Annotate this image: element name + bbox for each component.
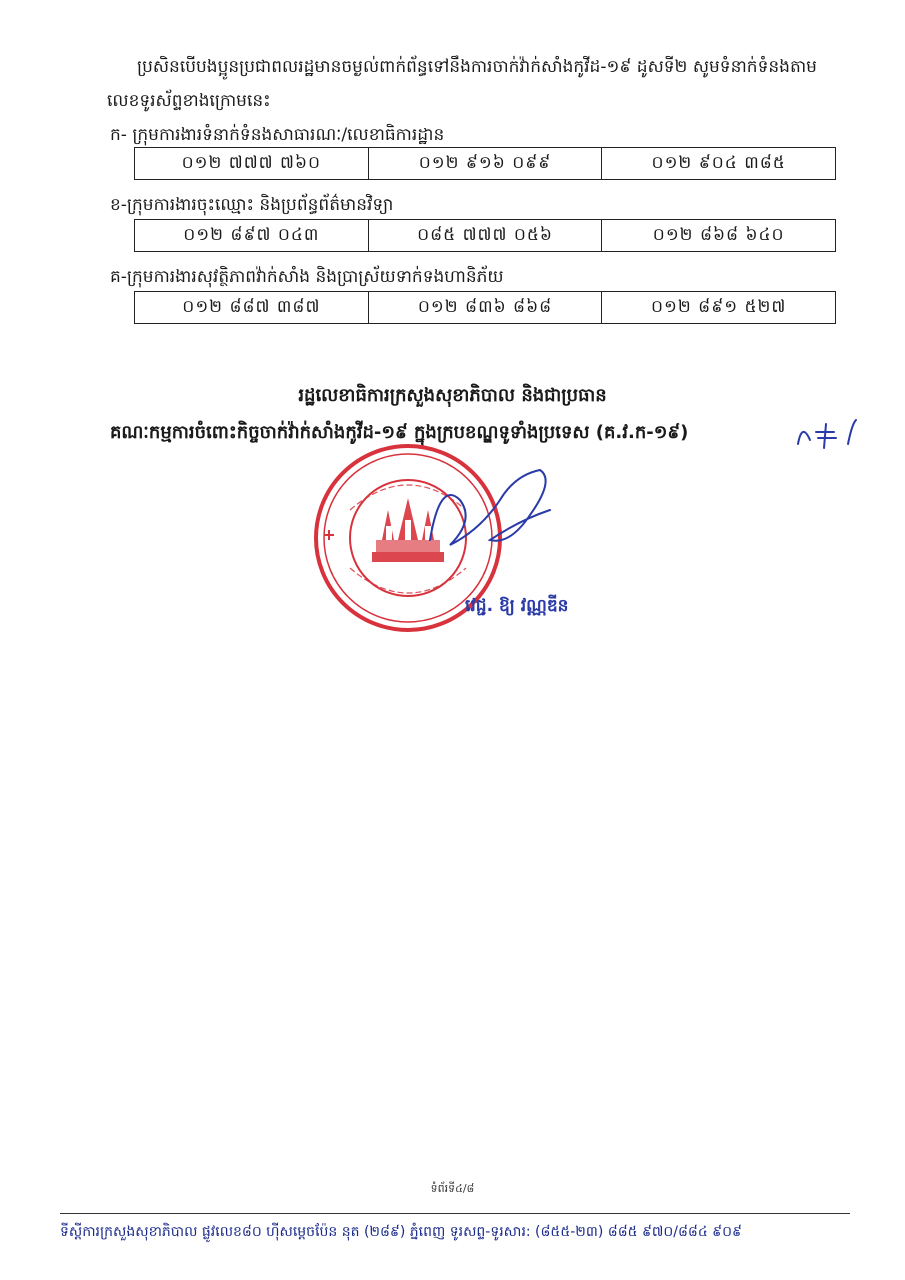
section-label-registration: ខ-ក្រុមការងារចុះឈ្មោះ និងប្រព័ន្ធព័ត៌មានវិទ្យា <box>110 195 394 215</box>
intro-line-2: លេខទូរស័ព្ទខាងក្រោមនេះ <box>107 91 271 111</box>
phone-number: ០១២ ៨៩៧ ០៤៣ <box>135 220 369 251</box>
signatory-title-line-2: គណៈកម្មការចំពោះកិច្ចចាក់វ៉ាក់សាំងកូវីដ-១៩ ក្នុងក្របខណ្ឌទូទាំងប្រទេស (គ.វ.ក-១៩) <box>110 422 689 443</box>
phone-number: ០១២ ៩០៤ ៣៨៥ <box>651 153 786 173</box>
page-number: ទំព័រទី៤/៨ <box>430 1182 475 1195</box>
intro-line-1: ប្រសិនបើបងប្អូនប្រជាពលរដ្ឋមានចម្ងល់ពាក់ព័ន្ធទៅនឹងការចាក់វ៉ាក់សាំងកូវីដ-១៩ ដូសទី២ សូមទំនាក់ទំនងតាម <box>137 57 817 77</box>
phone-number: ០១២ ៧៧៧ ៧៦០ <box>135 148 369 179</box>
intro-paragraph <box>107 50 842 118</box>
handwritten-mark <box>790 414 870 454</box>
phone-number: ០១២ ៨៨៧ ៣៨៧ <box>135 292 369 323</box>
phone-number: ០១២ ៨៣៦ ៨៦៨ <box>369 292 603 323</box>
phone-number: ០១២ ៩១៦ ០៩៩ <box>369 148 603 179</box>
handwritten-signature <box>420 460 570 560</box>
footer-address: ទីស្តីការក្រសួងសុខាភិបាល ផ្លូវលេខ៨០ ហ៊ីសម្តេចប៉ែន នុត (២៨៩) ភ្នំពេញ ទូរសព្ទ-ទូរសារ: (៨៥៥-២៣) ៨៨៥ ៩៧០/៨៨៤ ៩០៩ <box>60 1224 742 1240</box>
phone-table-public-relations <box>134 147 836 180</box>
phone-number: ០១២ ៨៩១ ៥២៧ <box>650 297 787 317</box>
footer-divider <box>60 1213 850 1214</box>
section-label-public-relations: ក- ក្រុមការងារទំនាក់ទំនងសាធារណៈ/លេខាធិការដ្ឋាន <box>110 125 445 145</box>
phone-table-vaccine-safety <box>134 291 836 324</box>
phone-number: ០១២ ៨៦៨ ៦៤០ <box>652 225 785 245</box>
section-label-vaccine-safety: គ-ក្រុមការងារសុវត្ថិភាពវ៉ាក់សាំង និងប្រាស្រ័យទាក់ទងហានិភ័យ <box>110 267 504 287</box>
phone-table-registration <box>134 219 836 252</box>
signatory-title-line-1: រដ្ឋលេខាធិការក្រសួងសុខាភិបាល និងជាប្រធាន <box>298 385 607 406</box>
signer-name: វេជ្ជ. ឱ្យ វណ្ណឌីន <box>465 596 569 616</box>
phone-number: ០៨៥ ៧៧៧ ០៥៦ <box>369 220 603 251</box>
